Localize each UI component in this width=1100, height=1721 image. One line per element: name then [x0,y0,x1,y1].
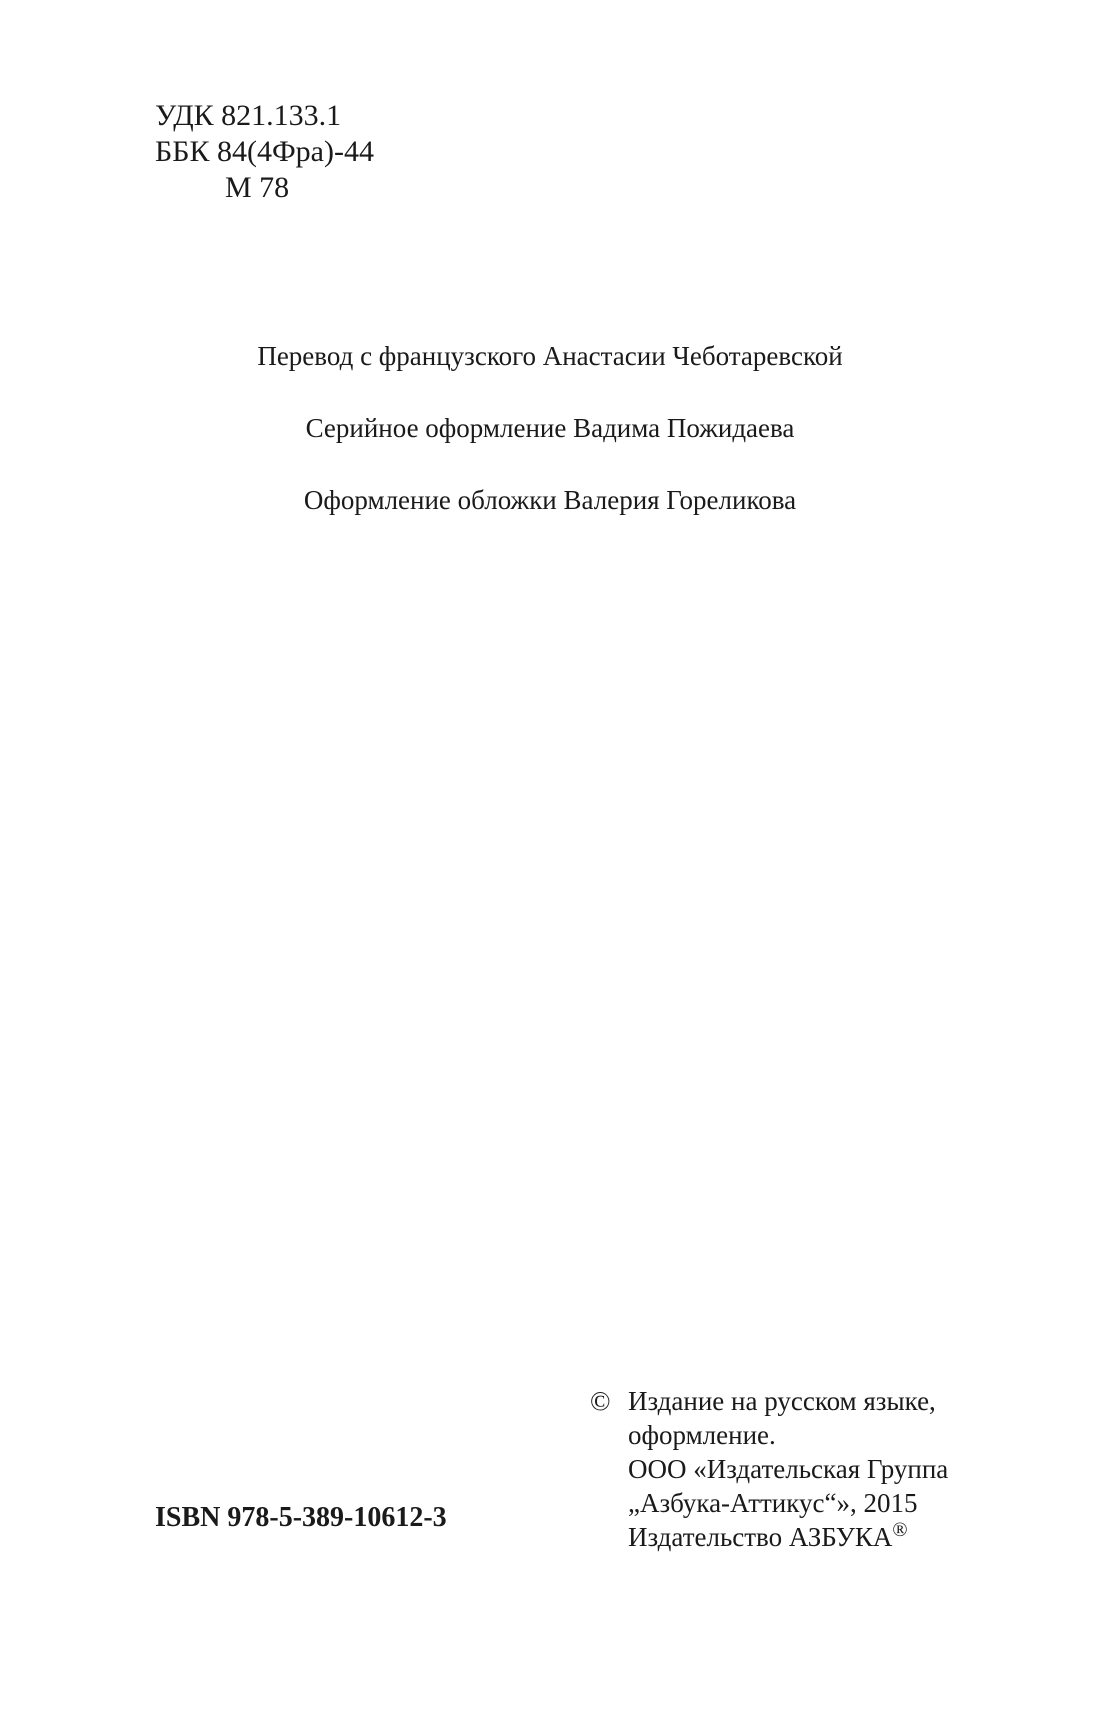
copyright-row [590,1486,948,1520]
copyright-block [590,1384,948,1554]
classification-block [155,98,374,206]
credits-block [0,338,1100,554]
copyright-line: Издание на русском языке, [628,1386,936,1416]
udk-code: УДК 821.133.1 [155,99,342,132]
isbn-number: ISBN 978-5-389-10612-3 [155,1502,447,1533]
copyright-line: оформление. [628,1420,776,1450]
copyright-row [590,1384,948,1418]
copyright-symbol: © [590,1386,611,1416]
bbk-code: ББК 84(4Фра)-44 [155,135,374,168]
publisher-line [628,1520,908,1554]
series-design-credit: Серийное оформление Вадима Пожидаева [305,413,795,443]
publisher-name: Издательство АЗБУКА [628,1522,893,1552]
copyright-line: „Азбука-Аттикус“», 2015 [628,1488,918,1518]
copyright-row [590,1452,948,1486]
copyright-line: ООО «Издательская Группа [628,1454,949,1484]
translation-credit: Перевод с французского Анастасии Чеботаревской [257,341,843,371]
registered-mark: ® [892,1519,908,1541]
copyright-row [590,1418,948,1452]
author-sign: М 78 [225,171,290,204]
copyright-row [590,1520,948,1554]
cover-design-credit: Оформление обложки Валерия Гореликова [303,485,797,515]
